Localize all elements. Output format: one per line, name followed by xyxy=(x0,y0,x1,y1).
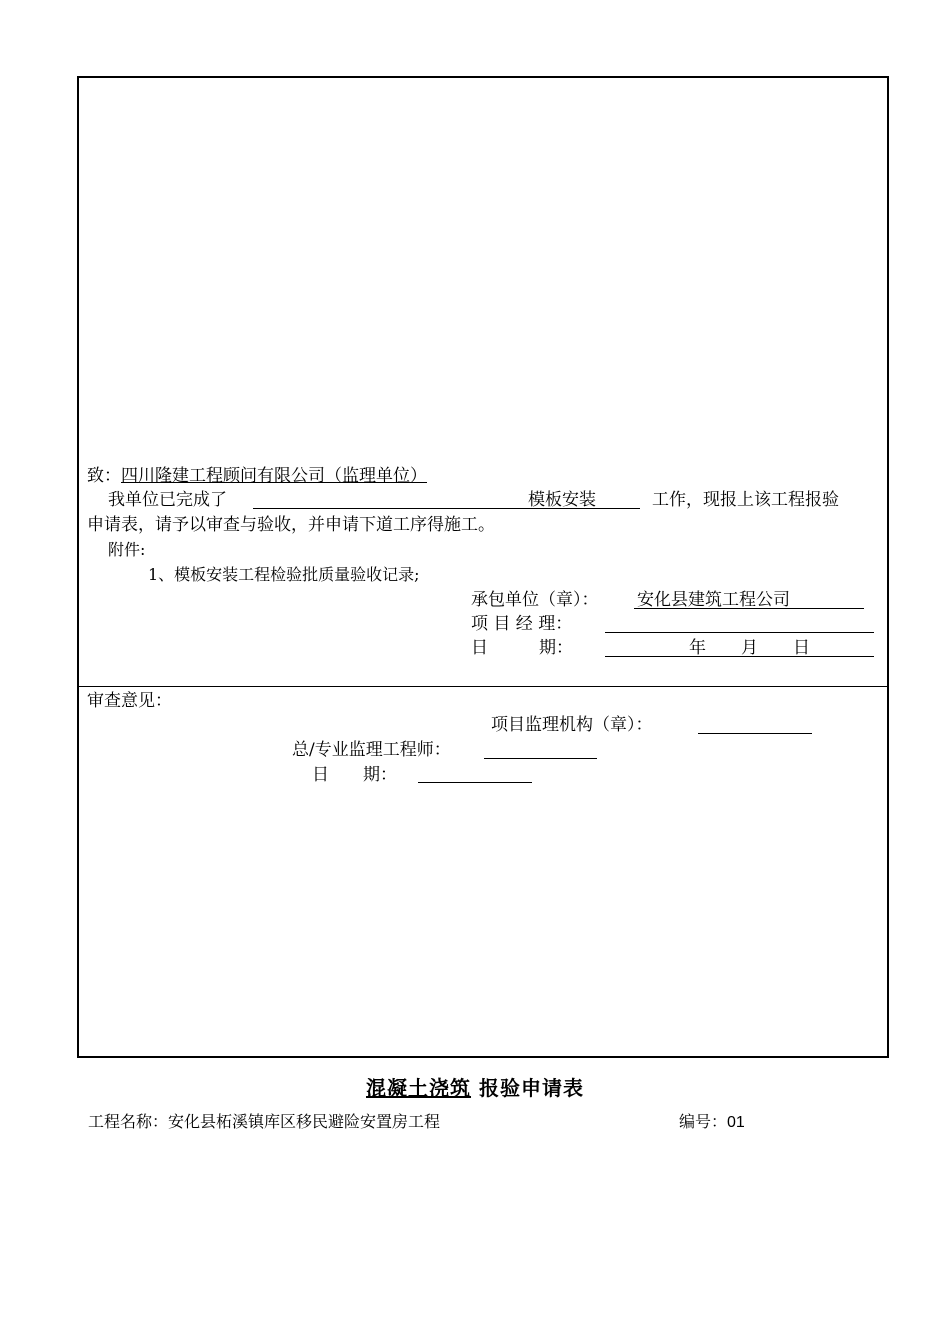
review-date-label: 日 期： xyxy=(312,765,397,785)
section-divider xyxy=(77,686,889,687)
attachment-label: 附件: xyxy=(108,540,146,559)
addressee-prefix: 致： xyxy=(87,466,121,486)
contractor-label: 承包单位（章）： xyxy=(471,590,599,610)
attachment-item-1: 1、模板安装工程检验批质量验收记录; xyxy=(148,565,420,584)
addressee-company: 四川隆建工程顾问有限公司（监理单位） xyxy=(121,466,427,486)
completed-text-end: 工作，现报上该工程报验 xyxy=(652,490,839,510)
review-date-line xyxy=(418,782,532,783)
form-number-line xyxy=(679,1111,745,1134)
number-value: 01 xyxy=(727,1114,745,1131)
addressee-line xyxy=(87,465,427,487)
date-month: 月 xyxy=(741,638,758,658)
request-text: 申请表，请予以审查与验收，并申请下道工序得施工。 xyxy=(87,515,495,535)
review-label: 审查意见： xyxy=(87,691,172,711)
form-title-type: 报验申请表 xyxy=(471,1076,584,1100)
supervision-org-label: 项目监理机构（章）： xyxy=(491,715,653,735)
supervision-org-line xyxy=(698,733,812,734)
manager-line xyxy=(605,632,874,633)
form-title-subject: 混凝土浇筑 xyxy=(366,1076,472,1100)
form-title xyxy=(0,1072,950,1101)
application-date-label: 日 期： xyxy=(471,638,573,658)
manager-label: 项 目 经 理： xyxy=(471,614,573,634)
date-day: 日 xyxy=(793,638,810,658)
project-name-line xyxy=(88,1111,440,1133)
date-year: 年 xyxy=(689,638,706,658)
contractor-name: 安化县建筑工程公司 xyxy=(637,590,790,610)
project-label: 工程名称： xyxy=(88,1112,169,1131)
completed-text-start: 我单位已完成了 xyxy=(108,490,227,510)
work-item-value: 模板安装 xyxy=(528,490,596,510)
application-date-line xyxy=(605,656,874,657)
project-name: 安化县柘溪镇库区移民避险安置房工程 xyxy=(168,1112,441,1131)
engineer-line xyxy=(484,758,597,759)
number-label: 编号： xyxy=(679,1112,728,1131)
engineer-label: 总/专业监理工程师： xyxy=(292,740,451,760)
